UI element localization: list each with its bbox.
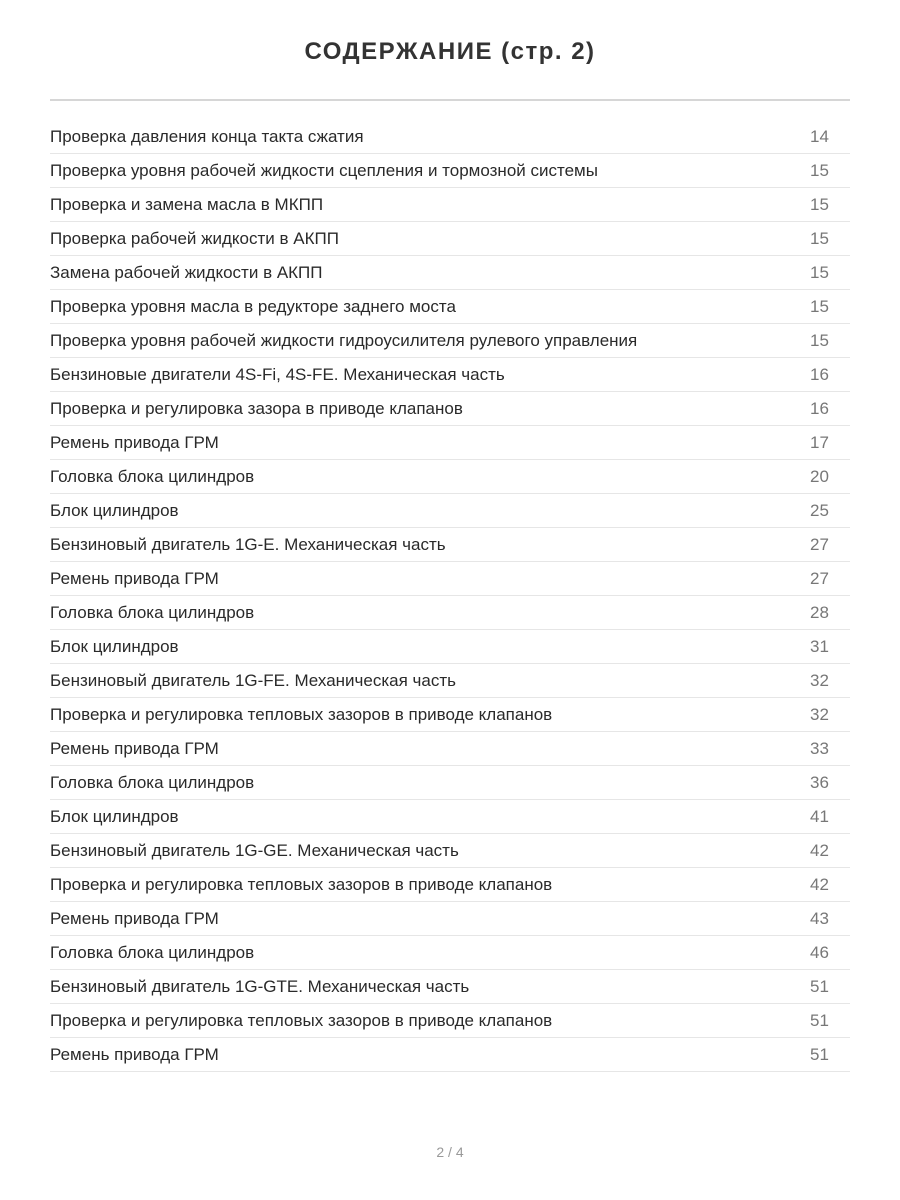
toc-entry-page-number: 46 <box>810 943 829 962</box>
toc-entry-page-number: 51 <box>810 977 829 996</box>
toc-entry-title[interactable]: Бензиновый двигатель 1G-E. Механическая часть <box>50 535 446 554</box>
toc-entry-page-number: 15 <box>810 161 829 180</box>
toc-entry-title[interactable]: Бензиновые двигатели 4S-Fi, 4S-FE. Механическая часть <box>50 365 505 384</box>
toc-entry-title[interactable]: Блок цилиндров <box>50 501 179 520</box>
toc-entry-page-number: 51 <box>810 1045 829 1064</box>
toc-entry-title[interactable]: Проверка рабочей жидкости в АКПП <box>50 229 339 248</box>
toc-entry-page-number: 42 <box>810 841 829 860</box>
toc-entry-title[interactable]: Замена рабочей жидкости в АКПП <box>50 263 323 282</box>
toc-entry-title[interactable]: Ремень привода ГРМ <box>50 1045 219 1064</box>
toc-entry-page-number: 32 <box>810 705 829 724</box>
toc-entry[interactable] <box>50 188 850 222</box>
toc-entry[interactable] <box>50 528 850 562</box>
toc-entry-page-number: 27 <box>810 535 829 554</box>
toc-entry-page-number: 16 <box>810 365 829 384</box>
toc-entry-title[interactable]: Блок цилиндров <box>50 637 179 656</box>
toc-entry[interactable] <box>50 358 850 392</box>
toc-entry-title[interactable]: Головка блока цилиндров <box>50 467 255 486</box>
toc-entry-page-number: 20 <box>810 467 829 486</box>
toc-entry-title[interactable]: Проверка и регулировка тепловых зазоров в приводе клапанов <box>50 705 553 724</box>
toc-entry[interactable] <box>50 970 850 1004</box>
table-of-contents <box>50 120 850 1072</box>
title-divider <box>50 99 850 101</box>
toc-entry[interactable] <box>50 732 850 766</box>
toc-entry-title[interactable]: Бензиновый двигатель 1G-GE. Механическая часть <box>50 841 459 860</box>
toc-entry-title[interactable]: Проверка уровня масла в редукторе заднего моста <box>50 297 456 316</box>
toc-entry-page-number: 36 <box>810 773 829 792</box>
toc-entry-page-number: 15 <box>810 297 829 316</box>
toc-entry-page-number: 27 <box>810 569 829 588</box>
toc-entry-title[interactable]: Ремень привода ГРМ <box>50 569 219 588</box>
toc-entry-page-number: 33 <box>810 739 829 758</box>
toc-entry-page-number: 15 <box>810 263 829 282</box>
toc-entry[interactable] <box>50 868 850 902</box>
toc-entry-page-number: 41 <box>810 807 829 826</box>
toc-entry-title[interactable]: Проверка давления конца такта сжатия <box>50 127 364 146</box>
toc-entry-title[interactable]: Проверка и регулировка зазора в приводе клапанов <box>50 399 463 418</box>
toc-entry-page-number: 17 <box>810 433 829 452</box>
toc-entry[interactable] <box>50 562 850 596</box>
toc-entry[interactable] <box>50 222 850 256</box>
toc-entry-page-number: 15 <box>810 195 829 214</box>
toc-entry[interactable] <box>50 120 850 154</box>
toc-entry-title[interactable]: Ремень привода ГРМ <box>50 909 219 928</box>
toc-entry[interactable] <box>50 154 850 188</box>
toc-entry[interactable] <box>50 766 850 800</box>
toc-entry[interactable] <box>50 324 850 358</box>
toc-entry-page-number: 28 <box>810 603 829 622</box>
toc-entry-page-number: 32 <box>810 671 829 690</box>
toc-entry-page-number: 16 <box>810 399 829 418</box>
toc-entry-title[interactable]: Блок цилиндров <box>50 807 179 826</box>
toc-entry[interactable] <box>50 1038 850 1072</box>
toc-entry-page-number: 42 <box>810 875 829 894</box>
toc-entry-page-number: 43 <box>810 909 829 928</box>
toc-entry-title[interactable]: Ремень привода ГРМ <box>50 433 219 452</box>
toc-entry-page-number: 31 <box>810 637 829 656</box>
toc-entry[interactable] <box>50 426 850 460</box>
toc-entry-page-number: 15 <box>810 331 829 350</box>
toc-entry-page-number: 25 <box>810 501 829 520</box>
toc-entry[interactable] <box>50 800 850 834</box>
toc-entry[interactable] <box>50 698 850 732</box>
toc-entry-title[interactable]: Головка блока цилиндров <box>50 943 255 962</box>
toc-entry-page-number: 14 <box>810 127 829 146</box>
toc-entry[interactable] <box>50 834 850 868</box>
page-indicator: 2 / 4 <box>436 1144 464 1160</box>
toc-entry[interactable] <box>50 630 850 664</box>
toc-entry-title[interactable]: Бензиновый двигатель 1G-FE. Механическая часть <box>50 671 456 690</box>
toc-entry[interactable] <box>50 256 850 290</box>
toc-entry[interactable] <box>50 494 850 528</box>
toc-entry-title[interactable]: Ремень привода ГРМ <box>50 739 219 758</box>
toc-entry-title[interactable]: Проверка и регулировка тепловых зазоров в приводе клапанов <box>50 1011 553 1030</box>
toc-entry-page-number: 15 <box>810 229 829 248</box>
toc-entry-title[interactable]: Бензиновый двигатель 1G-GTE. Механическая часть <box>50 977 470 996</box>
toc-entry[interactable] <box>50 902 850 936</box>
toc-entry-page-number: 51 <box>810 1011 829 1030</box>
toc-entry[interactable] <box>50 290 850 324</box>
toc-entry-title[interactable]: Проверка и замена масла в МКПП <box>50 195 324 214</box>
toc-entry-title[interactable]: Проверка и регулировка тепловых зазоров в приводе клапанов <box>50 875 553 894</box>
toc-entry[interactable] <box>50 460 850 494</box>
toc-entry-title[interactable]: Проверка уровня рабочей жидкости сцепления и тормозной системы <box>50 161 598 180</box>
toc-entry[interactable] <box>50 936 850 970</box>
toc-entry[interactable] <box>50 1004 850 1038</box>
toc-entry-title[interactable]: Проверка уровня рабочей жидкости гидроусилителя рулевого управления <box>50 331 638 350</box>
toc-entry-title[interactable]: Головка блока цилиндров <box>50 773 255 792</box>
page-title: СОДЕРЖАНИЕ (стр. 2) <box>304 38 596 65</box>
toc-entry[interactable] <box>50 664 850 698</box>
toc-entry[interactable] <box>50 392 850 426</box>
toc-entry-title[interactable]: Головка блока цилиндров <box>50 603 255 622</box>
toc-entry[interactable] <box>50 596 850 630</box>
